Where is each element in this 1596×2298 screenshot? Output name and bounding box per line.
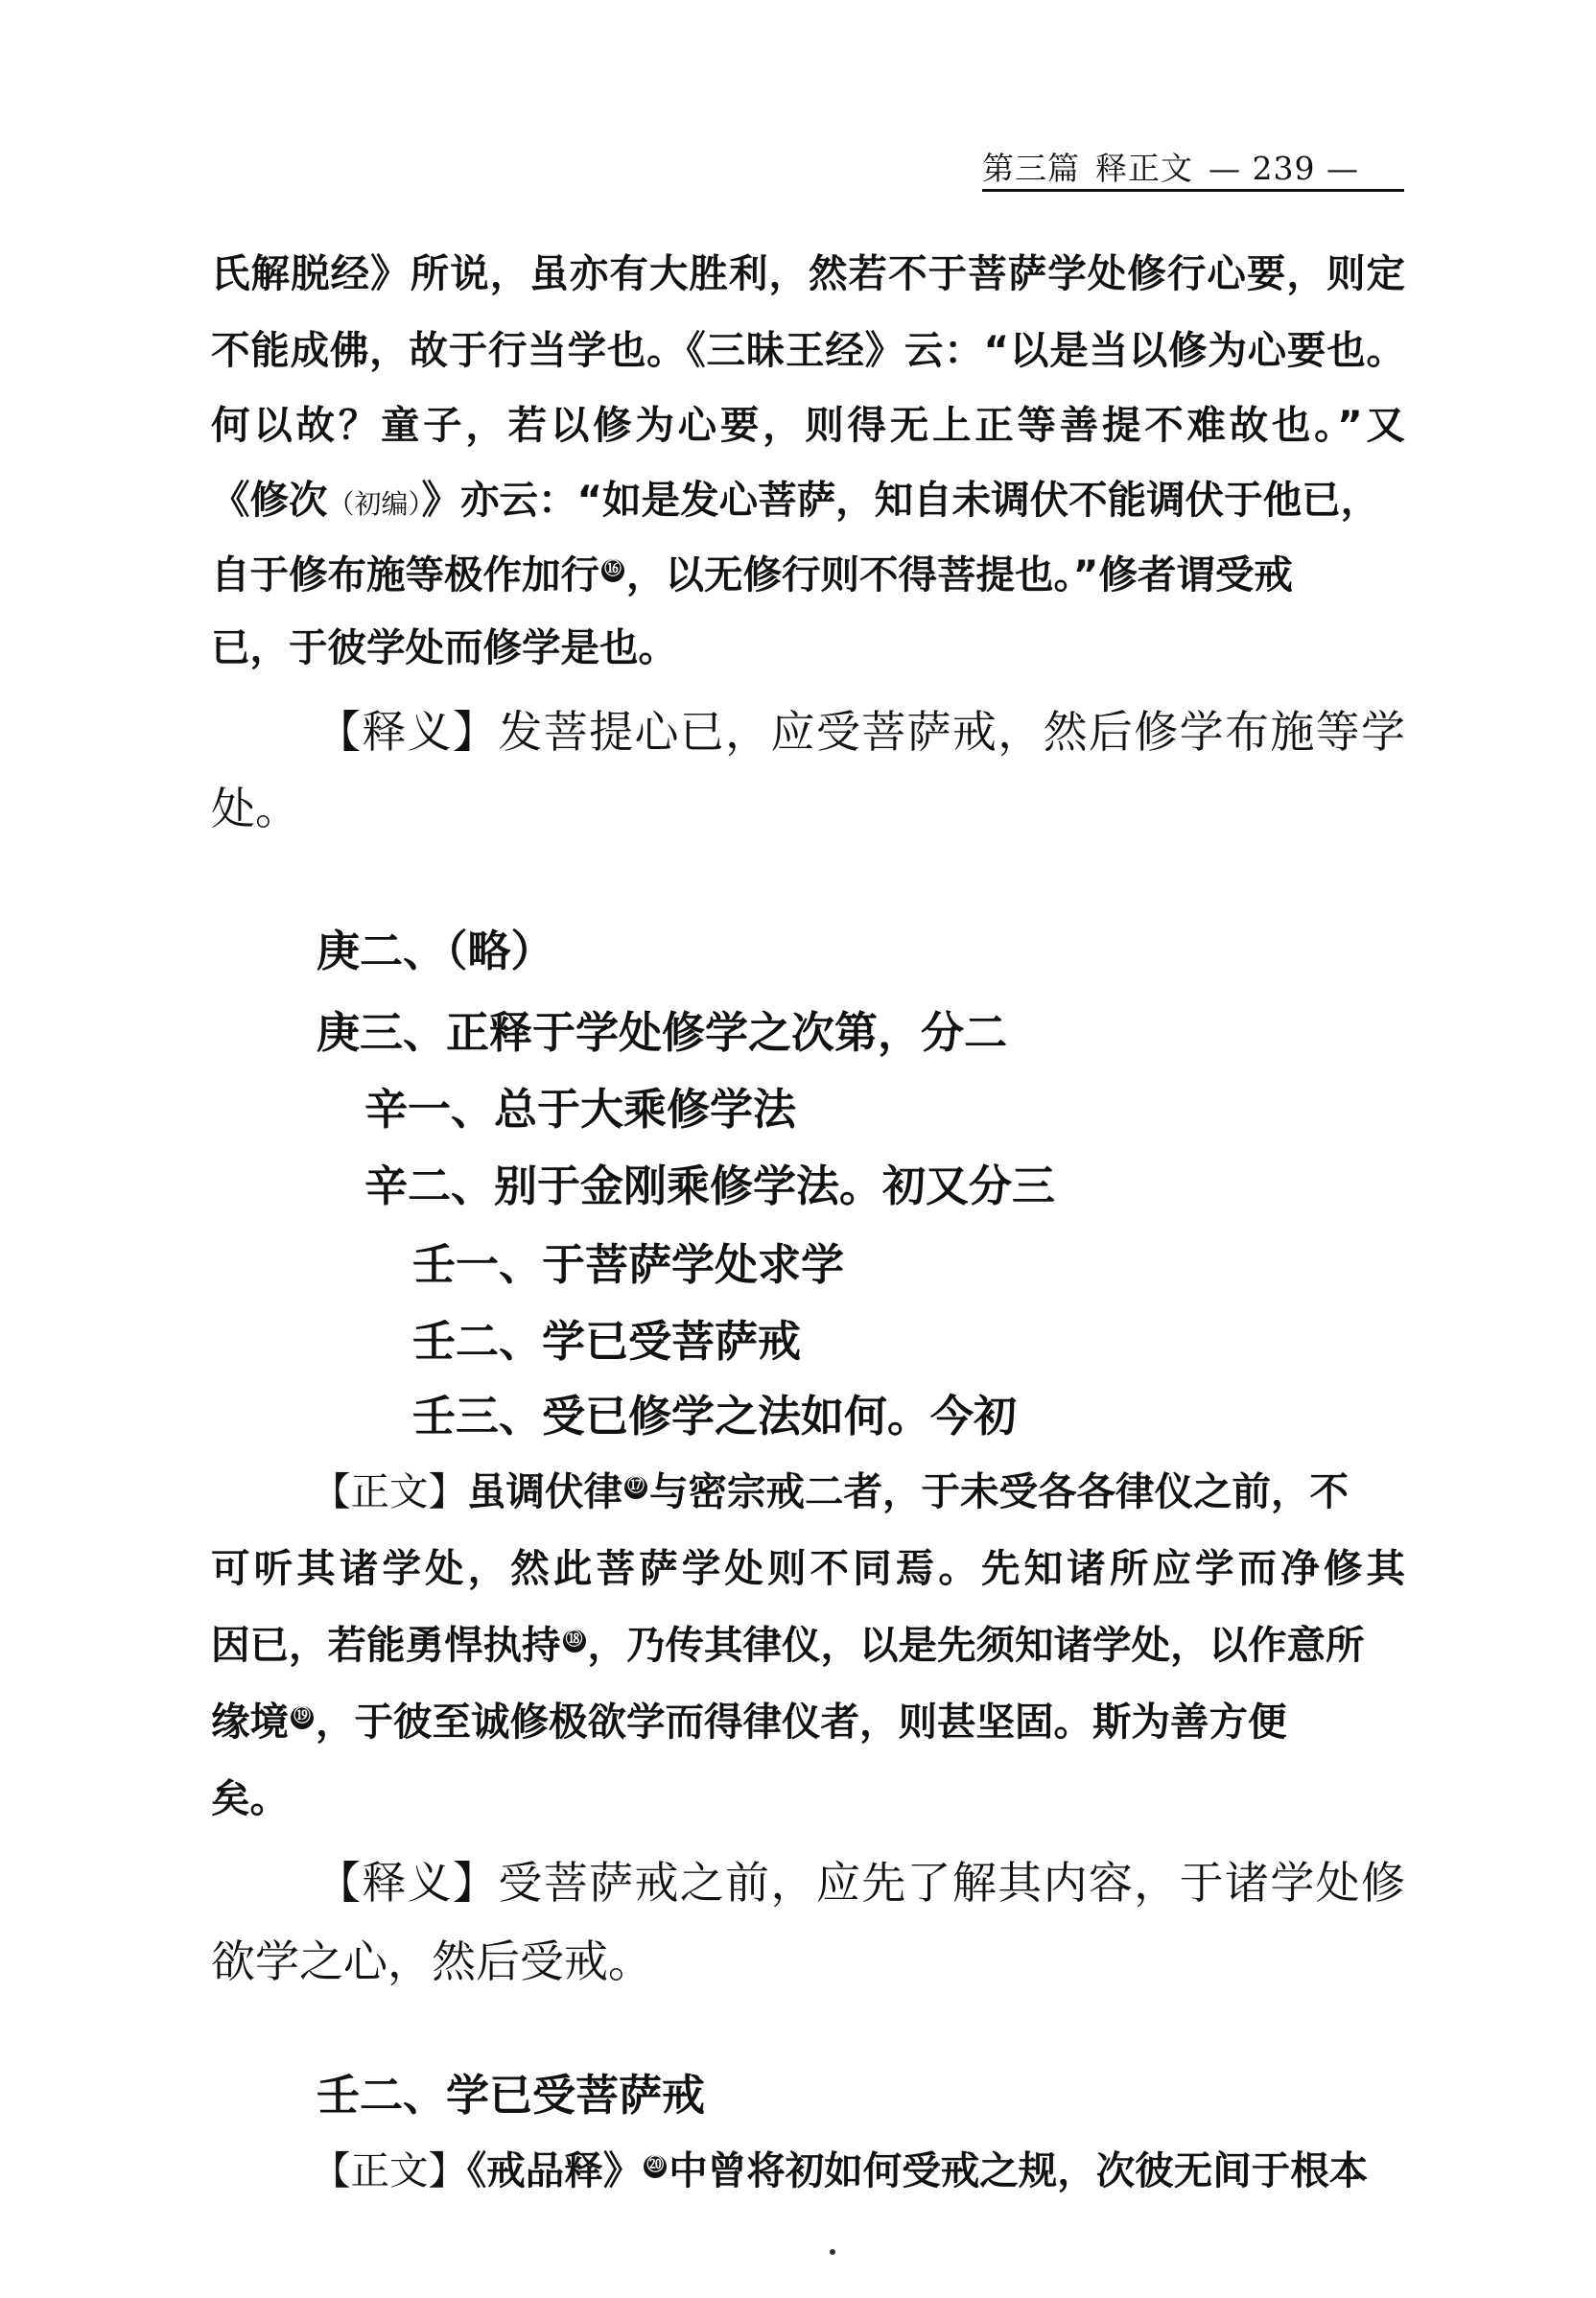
body-text: ，于彼至诚修极欲学而得律仪者，则甚坚固。斯为善方便 xyxy=(316,1699,1287,1745)
body-text: 缘境 xyxy=(211,1699,289,1745)
section-heading: 壬二、学已受菩萨戒 xyxy=(317,2070,706,2121)
body-text: 《修次 xyxy=(211,477,328,523)
outline-heading: 壬一、于菩萨学处求学 xyxy=(412,1239,845,1290)
shiyi-line: 处。 xyxy=(211,783,299,834)
body-text: 虽调伏律 xyxy=(467,1468,622,1514)
header-page-number: — 239 — xyxy=(1209,150,1359,187)
zhengwen-line: 可听其诸学处，然此菩萨学处则不同焉。先知诸所应学而净修其 xyxy=(211,1545,1405,1591)
body-note: （初编） xyxy=(327,488,422,520)
body-line: 何以故？童子，若以修为心要，则得无上正等善提不难故也。”又 xyxy=(211,402,1405,448)
shiyi-text: 受菩萨戒之前，应先了解其内容，于诸学处修 xyxy=(498,1857,1405,1909)
outline-heading: 壬三、受已修学之法如何。今初 xyxy=(412,1391,1018,1442)
body-line xyxy=(211,541,1405,608)
zhengwen-line xyxy=(211,1688,1405,1755)
running-header xyxy=(982,144,1404,194)
body-text: 与密宗戒二者，于未受各各律仪之前，不 xyxy=(649,1468,1349,1514)
shiyi-line xyxy=(317,1849,1405,1916)
shiyi-line: 欲学之心，然后受戒。 xyxy=(211,1935,652,1987)
body-text: ，乃传其律仪，以是先须知诸学处，以作意所 xyxy=(587,1622,1365,1668)
header-section: 释正文 xyxy=(1095,150,1193,187)
body-text: 》亦云：“如是发心菩萨，知自未调伏不能调伏于他已， xyxy=(421,477,1380,523)
body-line: 不能成佛，故于行当学也。《三昧王经》云：“以是当以修为心要也。 xyxy=(211,327,1405,373)
body-text: 因已，若能勇悍执持 xyxy=(211,1622,561,1668)
footnote-ref[interactable]: ⑯ xyxy=(601,559,624,582)
scan-speck xyxy=(830,2249,835,2255)
shiyi-text: 发菩提心已，应受菩萨戒，然后修学布施等学 xyxy=(498,706,1405,758)
body-line: 氏解脱经》所说，虽亦有大胜利，然若不于菩萨学处修行心要，则定 xyxy=(211,250,1405,296)
footnote-ref[interactable]: ⑱ xyxy=(563,1630,586,1653)
body-line: 已，于彼学处而修学是也。 xyxy=(211,624,677,670)
outline-heading: 壬二、学已受菩萨戒 xyxy=(412,1316,802,1367)
outline-heading: 庚二、（略） xyxy=(317,926,554,976)
zhengwen-label: 【正文】 xyxy=(312,1468,467,1514)
footnote-ref[interactable]: ⑳ xyxy=(644,2155,667,2178)
zhengwen-line xyxy=(312,2137,1405,2204)
shiyi-label: 【释义】 xyxy=(317,1857,499,1909)
shiyi-label: 【释义】 xyxy=(317,706,499,758)
header-chapter: 第三篇 xyxy=(982,150,1080,187)
footnote-ref[interactable]: ⑲ xyxy=(291,1706,314,1729)
header-rule xyxy=(982,189,1404,192)
outline-heading: 辛一、总于大乘修学法 xyxy=(364,1084,797,1135)
shiyi-line xyxy=(317,698,1405,765)
footnote-ref[interactable]: ⑰ xyxy=(624,1476,647,1499)
outline-heading: 辛二、别于金刚乘修学法。初又分三 xyxy=(364,1161,1056,1211)
zhengwen-line xyxy=(211,1611,1405,1678)
body-text: ，以无修行则不得菩提也。”修者谓受戒 xyxy=(626,551,1293,598)
zhengwen-line xyxy=(312,1458,1405,1525)
body-text: 《戒品释》 xyxy=(467,2147,643,2193)
outline-heading: 庚三、正释于学处修学之次第，分二 xyxy=(317,1007,1008,1058)
body-text: 自于修布施等极作加行 xyxy=(211,551,599,598)
body-text: 中曾将初如何受戒之规，次彼无间于根本 xyxy=(669,2147,1369,2193)
zhengwen-line: 矣。 xyxy=(211,1775,289,1821)
zhengwen-label: 【正文】 xyxy=(312,2147,467,2193)
body-line xyxy=(211,466,1405,538)
